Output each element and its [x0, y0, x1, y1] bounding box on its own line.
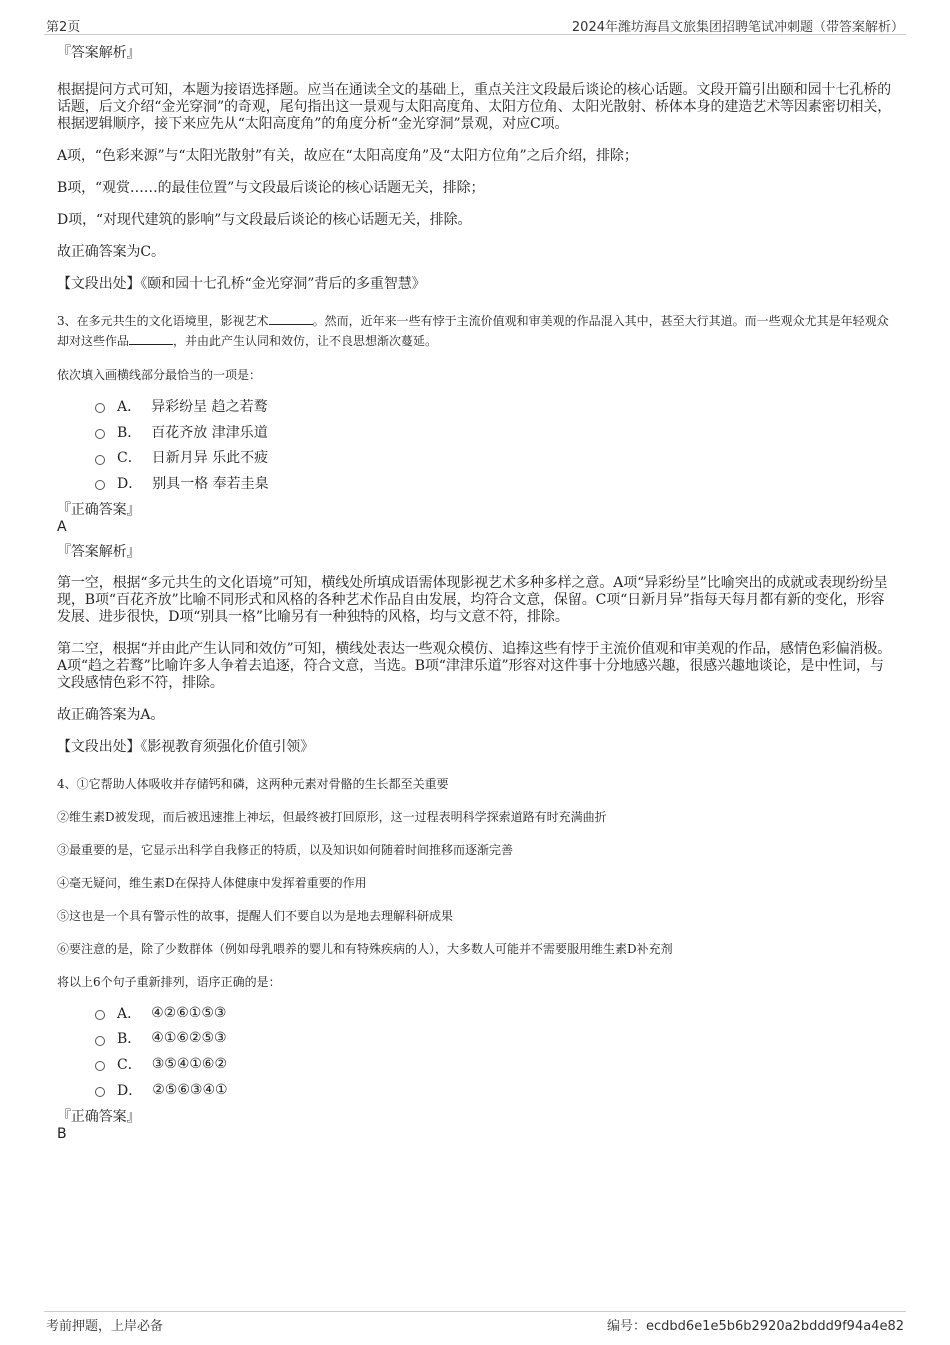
question-2-analysis [57, 45, 895, 293]
footer-slogan: 考前押题，上岸必备 [46, 1319, 164, 1334]
analysis-paragraph: B项，“观赏……的最佳位置”与文段最后谈论的核心话题无关，排除； [57, 180, 485, 196]
radio-icon[interactable] [95, 403, 105, 413]
option-c[interactable]: C． ③⑤④①⑥② [95, 1051, 895, 1077]
question-4 [57, 774, 895, 1143]
option-b[interactable]: B． 百花齐放 津津乐道 [95, 419, 895, 445]
page-footer [44, 1311, 906, 1334]
radio-icon[interactable] [95, 455, 105, 465]
sentence-6: ⑥要注意的是，除了少数群体（例如母乳喂养的婴儿和有特殊疾病的人），大多数人可能并不需要服用维生素D补充剂 [57, 941, 673, 956]
radio-icon[interactable] [95, 429, 105, 439]
page-number: 第2页 [46, 20, 81, 35]
option-list [95, 393, 895, 496]
analysis-label: 『答案解析』 [57, 45, 141, 61]
page-header [44, 14, 906, 35]
option-d[interactable]: D． ②⑤⑥③④① [95, 1077, 895, 1103]
sentence-3: ③最重要的是，它显示出科学自我修正的特质，以及知识如何随着时间推移而逐渐完善 [57, 842, 514, 857]
sentence-2: ②维生素D被发现，而后被迅速推上神坛，但最终被打回原形，这一过程表明科学探索道路有时充满曲折 [57, 809, 607, 824]
option-a[interactable]: A． 异彩纷呈 趋之若鹜 [95, 393, 895, 419]
option-list [95, 1000, 895, 1103]
correct-answer: A [57, 518, 67, 535]
option-a[interactable]: A． ④②⑥①⑤③ [95, 1000, 895, 1026]
radio-icon[interactable] [95, 1061, 105, 1071]
fill-blank [129, 332, 173, 345]
question-3 [57, 311, 895, 756]
answer-label: 『正确答案』 [57, 1108, 141, 1125]
analysis-label: 『答案解析』 [57, 543, 141, 560]
answer-label: 『正确答案』 [57, 501, 141, 518]
analysis-paragraph: 根据提问方式可知，本题为接语选择题。应当在通读全文的基础上，重点关注文段最后谈论的核心话题。文段开篇引出颐和园十七孔桥的话题，后文介绍“金光穿洞”的奇观，尾句指出这一景观与太阳高度角、太阳方位角、太阳光散射、桥体本身的建造艺术等因素密切相关，根据逻辑顺序，接下来应先从“太阳高度角”的角度分析“金光穿洞”景观，对应C项。 [57, 82, 892, 132]
option-d[interactable]: D． 别具一格 奉若圭臬 [95, 470, 895, 496]
sentence-5: ⑤这也是一个具有警示性的故事，提醒人们不要自以为是地去理解科研成果 [57, 908, 454, 923]
source-citation: 【文段出处】《影视教育须强化价值引领》 [57, 738, 315, 755]
conclusion: 故正确答案为C。 [57, 244, 165, 260]
radio-icon[interactable] [95, 1010, 105, 1020]
analysis-paragraph: D项，“对现代建筑的影响”与文段最后谈论的核心话题无关，排除。 [57, 212, 472, 228]
conclusion: 故正确答案为A。 [57, 706, 165, 723]
option-c[interactable]: C． 日新月异 乐此不疲 [95, 444, 895, 470]
radio-icon[interactable] [95, 1087, 105, 1097]
analysis-paragraph: A项，“色彩来源”与“太阳光散射”有关，故应在“太阳高度角”及“太阳方位角”之后介绍，排除； [57, 148, 638, 164]
question-prompt: 依次填入画横线部分最恰当的一项是： [57, 368, 262, 382]
sentence-1: 4、①它帮助人体吸收并存储钙和磷，这两种元素对骨骼的生长都至关重要 [57, 776, 449, 791]
radio-icon[interactable] [95, 480, 105, 490]
source-citation: 【文段出处】《颐和园十七孔桥“金光穿洞”背后的多重智慧》 [57, 276, 426, 292]
sentence-4: ④毫无疑问，维生素D在保持人体健康中发挥着重要的作用 [57, 875, 367, 890]
correct-answer: B [57, 1125, 67, 1142]
radio-icon[interactable] [95, 1036, 105, 1046]
analysis-paragraph: 第二空，根据“并由此产生认同和效仿”可知，横线处表达一些观众模仿、追捧这些有悖于主流价值观和审美观的作品，感情色彩偏消极。A项“趋之若鹜”比喻许多人争着去追逐，符合文意，当选。B项“津津乐道”形容对这件事十分地感兴趣，很感兴趣地谈论，是中性词，与文段感情色彩不符，排除。 [57, 640, 892, 691]
document-title: 2024年潍坊海昌文旅集团招聘笔试冲刺题（带答案解析） [571, 20, 904, 35]
fill-blank [269, 312, 313, 325]
question-prompt: 将以上6个句子重新排列，语序正确的是： [57, 974, 281, 989]
analysis-paragraph: 第一空，根据“多元共生的文化语境”可知，横线处所填成语需体现影视艺术多种多样之意。A项“异彩纷呈”比喻突出的成就或表现纷纷呈现，B项“百花齐放”比喻不同形式和风格的各种艺术作品自由发展，均符合文意，保留。C项“日新月异”指每天每月都有新的变化，形容发展、进步很快，D项“别具一格”比喻另有一种独特的风格，均与文意不符，排除。 [57, 574, 888, 625]
document-body [57, 45, 895, 1151]
option-b[interactable]: B． ④①⑥②⑤③ [95, 1025, 895, 1051]
document-code: 编号：ecdbd6e1e5b6b2920a2bddd9f94a4e82 [607, 1319, 904, 1334]
question-stem: 3、在多元共生的文化语境里，影视艺术 。然而，近年来一些有悖于主流价值观和审美观的作品混入其中，甚至大行其道。而一些观众尤其是年轻观众却对这些作品 ，并由此产生认同和效仿，让不良思想渐次蔓延。 [57, 314, 889, 348]
